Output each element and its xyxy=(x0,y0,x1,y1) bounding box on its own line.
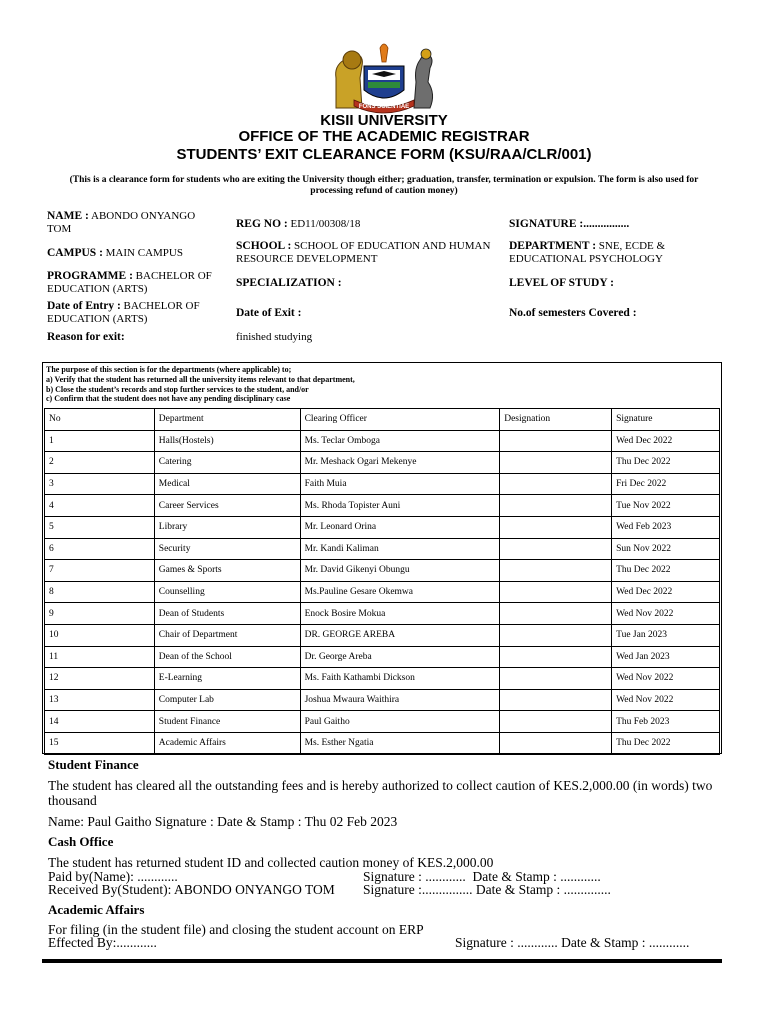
row-no: 7 xyxy=(45,560,155,582)
table-row xyxy=(45,668,720,690)
row-department: Catering xyxy=(154,452,300,474)
row-designation xyxy=(500,538,612,560)
campus-field: CAMPUS : MAIN CAMPUS xyxy=(47,247,183,259)
row-signature: Thu Dec 2022 xyxy=(612,452,720,474)
table-row xyxy=(45,732,720,754)
purpose-note: The purpose of this section is for the departments (where applicable) to; a) Verify that the student has returned all the university items relevant to that department, b) Close the student’s records and stop further services to the student, and/or c) Confirm that the student does not have any pending disciplinary case xyxy=(46,365,355,404)
row-no: 13 xyxy=(45,689,155,711)
cash-office-text: The student has returned student ID and collected caution money of KES.2,000.00 xyxy=(48,855,494,870)
row-designation xyxy=(500,560,612,582)
row-clearing-officer: Mr. Leonard Orina xyxy=(300,516,500,538)
form-title: STUDENTS’ EXIT CLEARANCE FORM (KSU/RAA/CLR/001) xyxy=(176,146,592,163)
row-designation xyxy=(500,516,612,538)
row-clearing-officer: Joshua Mwaura Waithira xyxy=(300,689,500,711)
row-department: Academic Affairs xyxy=(154,732,300,754)
specialization-field: SPECIALIZATION : xyxy=(236,277,342,289)
level-of-study-field: LEVEL OF STUDY : xyxy=(509,277,614,289)
intro-note: (This is a clearance form for students who are exiting the University though either; graduation, transfer, termination or expulsion. The form is also used for processing refund of caution money) xyxy=(69,175,699,196)
received-by: Received By(Student): ABONDO ONYANGO TOM xyxy=(48,882,335,897)
name-field: NAME : ABONDO ONYANGO TOM xyxy=(47,210,196,235)
row-signature: Wed Dec 2022 xyxy=(612,581,720,603)
row-signature: Wed Nov 2022 xyxy=(612,668,720,690)
bottom-rule xyxy=(42,959,722,963)
row-no: 15 xyxy=(45,732,155,754)
row-designation xyxy=(500,646,612,668)
logo-motto: FONS SCIENTIAE xyxy=(358,104,410,110)
paid-by-signature: Signature : ............ Date & Stamp : ............ xyxy=(363,869,601,884)
row-department: Medical xyxy=(154,473,300,495)
student-finance-text: The student has cleared all the outstanding fees and is hereby authorized to collect caution of KES.2,000.00 (in words) two thousand xyxy=(48,778,713,808)
row-department: Student Finance xyxy=(154,711,300,733)
table-row xyxy=(45,560,720,582)
row-no: 9 xyxy=(45,603,155,625)
row-no: 14 xyxy=(45,711,155,733)
row-clearing-officer: Ms.Pauline Gesare Okemwa xyxy=(300,581,500,603)
row-department: Halls(Hostels) xyxy=(154,430,300,452)
row-clearing-officer: Paul Gaitho xyxy=(300,711,500,733)
table-row xyxy=(45,495,720,517)
row-no: 4 xyxy=(45,495,155,517)
row-designation xyxy=(500,732,612,754)
table-row xyxy=(45,473,720,495)
date-of-entry-field: Date of Entry : BACHELOR OF EDUCATION (ARTS) xyxy=(47,300,200,325)
row-department: E-Learning xyxy=(154,668,300,690)
semesters-field: No.of semesters Covered : xyxy=(509,307,637,319)
row-clearing-officer: Mr. Meshack Ogari Mekenye xyxy=(300,452,500,474)
department-field: DEPARTMENT : SNE, ECDE & EDUCATIONAL PSYCHOLOGY xyxy=(509,240,666,265)
table-row xyxy=(45,452,720,474)
row-designation xyxy=(500,624,612,646)
table-row xyxy=(45,430,720,452)
row-designation xyxy=(500,581,612,603)
student-finance-heading: Student Finance xyxy=(48,757,139,772)
header-signature: Signature xyxy=(612,409,720,431)
row-clearing-officer: DR. GEORGE AREBA xyxy=(300,624,500,646)
header-no: No xyxy=(45,409,155,431)
clearance-table xyxy=(44,408,720,755)
header-department: Department xyxy=(154,409,300,431)
academic-affairs-text: For filing (in the student file) and closing the student account on ERP xyxy=(48,922,424,937)
row-no: 8 xyxy=(45,581,155,603)
row-department: Games & Sports xyxy=(154,560,300,582)
row-designation xyxy=(500,603,612,625)
header-clearing-officer: Clearing Officer xyxy=(300,409,500,431)
row-designation xyxy=(500,495,612,517)
row-designation xyxy=(500,430,612,452)
row-department: Dean of Students xyxy=(154,603,300,625)
reason-value: finished studying xyxy=(236,331,313,343)
row-department: Computer Lab xyxy=(154,689,300,711)
row-department: Counselling xyxy=(154,581,300,603)
row-signature: Thu Dec 2022 xyxy=(612,560,720,582)
row-signature: Wed Jan 2023 xyxy=(612,646,720,668)
row-signature: Wed Dec 2022 xyxy=(612,430,720,452)
reg-no-field: REG NO : ED11/00308/18 xyxy=(236,218,361,230)
date-of-exit-field: Date of Exit : xyxy=(236,307,302,319)
signature-field: SIGNATURE :................ xyxy=(509,218,630,230)
row-department: Chair of Department xyxy=(154,624,300,646)
reason-label: Reason for exit: xyxy=(47,331,125,343)
table-row xyxy=(45,646,720,668)
row-signature: Tue Jan 2023 xyxy=(612,624,720,646)
row-clearing-officer: Dr. George Areba xyxy=(300,646,500,668)
table-row xyxy=(45,603,720,625)
row-designation xyxy=(500,711,612,733)
row-clearing-officer: Faith Muia xyxy=(300,473,500,495)
row-no: 10 xyxy=(45,624,155,646)
table-row xyxy=(45,689,720,711)
row-signature: Tue Nov 2022 xyxy=(612,495,720,517)
row-designation xyxy=(500,473,612,495)
effected-by-signature: Signature : ............ Date & Stamp : ............ xyxy=(455,935,690,950)
row-department: Library xyxy=(154,516,300,538)
cash-office-heading: Cash Office xyxy=(48,834,114,849)
row-department: Career Services xyxy=(154,495,300,517)
row-designation xyxy=(500,689,612,711)
university-crest-logo xyxy=(318,38,450,114)
table-row xyxy=(45,516,720,538)
row-department: Dean of the School xyxy=(154,646,300,668)
office-title: OFFICE OF THE ACADEMIC REGISTRAR xyxy=(238,128,530,145)
table-row xyxy=(45,581,720,603)
row-signature: Wed Feb 2023 xyxy=(612,516,720,538)
header-designation: Designation xyxy=(500,409,612,431)
paid-by: Paid by(Name): ............ xyxy=(48,869,178,884)
row-clearing-officer: Ms. Teclar Omboga xyxy=(300,430,500,452)
academic-affairs-heading: Academic Affairs xyxy=(48,902,145,917)
table-header-row xyxy=(45,409,720,431)
row-clearing-officer: Mr. David Gikenyi Obungu xyxy=(300,560,500,582)
row-no: 12 xyxy=(45,668,155,690)
received-by-signature: Signature :............... Date & Stamp : .............. xyxy=(363,882,611,897)
row-no: 3 xyxy=(45,473,155,495)
row-clearing-officer: Enock Bosire Mokua xyxy=(300,603,500,625)
row-clearing-officer: Ms. Faith Kathambi Dickson xyxy=(300,668,500,690)
effected-by: Effected By:............ xyxy=(48,935,157,950)
table-row xyxy=(45,538,720,560)
table-row xyxy=(45,624,720,646)
row-no: 5 xyxy=(45,516,155,538)
row-clearing-officer: Ms. Esther Ngatia xyxy=(300,732,500,754)
row-clearing-officer: Ms. Rhoda Topister Auni xyxy=(300,495,500,517)
student-finance-signoff: Name: Paul Gaitho Signature : Date & Stamp : Thu 02 Feb 2023 xyxy=(48,814,398,829)
table-row xyxy=(45,711,720,733)
row-signature: Fri Dec 2022 xyxy=(612,473,720,495)
row-clearing-officer: Mr. Kandi Kaliman xyxy=(300,538,500,560)
row-designation xyxy=(500,668,612,690)
row-no: 2 xyxy=(45,452,155,474)
row-signature: Wed Nov 2022 xyxy=(612,689,720,711)
school-field: SCHOOL : SCHOOL OF EDUCATION AND HUMAN RESOURCE DEVELOPMENT xyxy=(236,240,491,265)
row-department: Security xyxy=(154,538,300,560)
row-signature: Thu Feb 2023 xyxy=(612,711,720,733)
row-designation xyxy=(500,452,612,474)
row-no: 1 xyxy=(45,430,155,452)
row-signature: Wed Nov 2022 xyxy=(612,603,720,625)
row-signature: Sun Nov 2022 xyxy=(612,538,720,560)
programme-field: PROGRAMME : BACHELOR OF EDUCATION (ARTS) xyxy=(47,270,212,295)
row-no: 11 xyxy=(45,646,155,668)
row-no: 6 xyxy=(45,538,155,560)
university-name: KISII UNIVERSITY xyxy=(320,112,448,129)
row-signature: Thu Dec 2022 xyxy=(612,732,720,754)
